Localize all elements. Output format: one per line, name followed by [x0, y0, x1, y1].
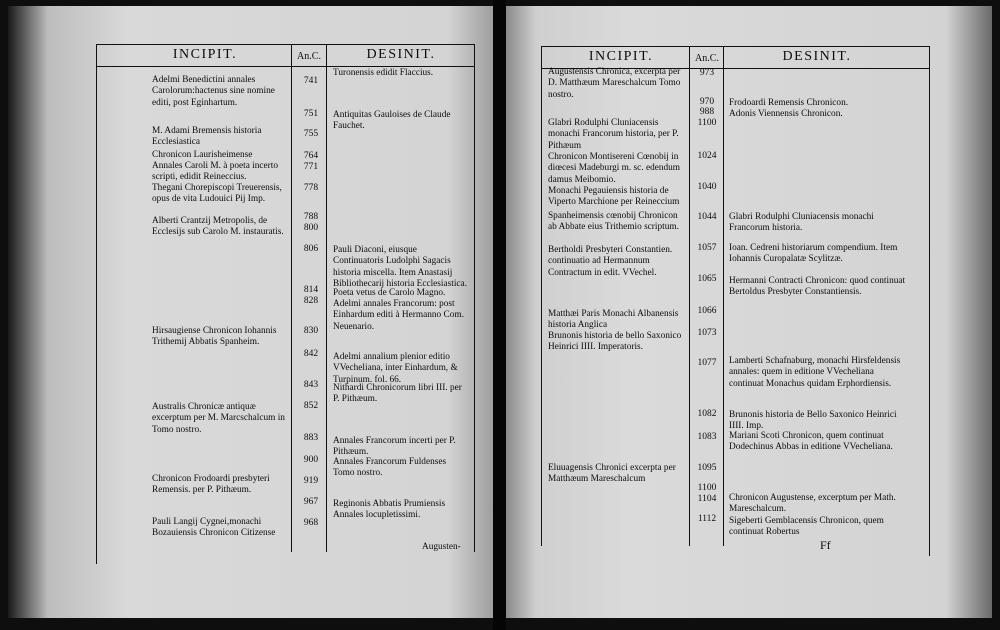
right-desinit-entry: Sigeberti Gemblacensis Chronicon, quem continuat Robertus [729, 516, 884, 538]
left-year: 771 [303, 162, 319, 172]
right-year: 1066 [697, 306, 717, 316]
left-incipit-entry: M. Adami Bremensis historia Ecclesiastica [152, 126, 262, 148]
left-year: 900 [303, 455, 319, 465]
left-incipit-entry: Thegani Chorepiscopi Treuerensis, opus de vita Ludouici Pij Imp. [152, 183, 282, 205]
right-desinit-entry: Chronicon Augustense, excerptum per Math. Mareschalcum. [729, 493, 896, 515]
right-incipit-entry: Bertholdi Presbyteri Constantien. continuatio ad Hermannum Contractum in edit. VVechel. [548, 245, 673, 278]
right-desinit-entry: Brunonis historia de Bello Saxonico Heinrici IIII. Imp. [729, 410, 897, 432]
right-year: 1073 [697, 328, 717, 338]
left-incipit-header: INCIPIT. [172, 47, 238, 62]
left-incipit-entry: Pauli Langij Cygnei,monachi Bozauiensis Chronicon Citizense [152, 517, 276, 539]
right-anno-header: An.C. [695, 53, 719, 64]
left-year: 883 [303, 433, 319, 443]
left-incipit-entry: Australis Chronicæ antiquæ excerptum per M. Marcschalcum in Tomo nostro. [152, 402, 285, 435]
right-year: 1024 [697, 151, 717, 161]
left-catchword: Augusten- [422, 542, 461, 552]
left-year: 741 [303, 76, 319, 86]
right-year: 1100 [697, 483, 717, 493]
left-inner-rule [474, 44, 475, 552]
left-incipit-entry: Annales Caroli M. à poeta incerto scripti, edidit Reineccius. [152, 161, 278, 183]
right-incipit-entry: Spanheimensis cœnobij Chronicon ab Abbate eius Trithemio scriptum. [548, 211, 679, 233]
right-top-rule [541, 46, 929, 47]
left-desinit-entry: Turonensis edidit Flaccius. [333, 68, 434, 78]
left-incipit-entry: Hirsaugiense Chronicon Iohannis Trithemij Abbatis Spanheim. [152, 326, 277, 348]
right-incipit-entry: Eluuagensis Chronici excerpta per Matthæum Mareschalcum [548, 463, 676, 485]
left-year: 852 [303, 401, 319, 411]
right-desinit-entry: Hermanni Contracti Chronicon: quod continuat Bertoldus Presbyter Constantiensis. [729, 276, 906, 298]
right-year: 973 [699, 68, 715, 78]
left-desinit-entry: Poeta vetus de Carolo Magno. [333, 288, 446, 298]
right-year: 1112 [697, 514, 717, 524]
signature-mark: Ff [820, 538, 831, 552]
left-anno-header: An.C. [297, 51, 321, 62]
left-desinit-entry: Adelmi annalium plenior editio VVecheliana, inter Einhardum, & Turpinum. fol. 66. [333, 352, 458, 385]
left-incipit-entry: Adelmi Benedictini annales Carolorum:hactenus sine nomine editi, post Eginhartum. [152, 75, 275, 108]
right-year: 1077 [697, 358, 717, 368]
left-desinit-entry: Annales Francorum Fuldenses Tomo nostro. [333, 457, 447, 479]
right-incipit-header: INCIPIT. [588, 49, 654, 64]
right-desinit-entry: Lamberti Schafnaburg, monachi Hirsfeldensis annales: quem in editione VVecheliana continuat Monachus quidam Erphordiensis. [729, 356, 901, 389]
right-year: 1065 [697, 274, 717, 284]
left-top-rule [96, 44, 474, 45]
left-year: 828 [303, 296, 319, 306]
left-year: 788 [303, 212, 319, 222]
right-desinit-header: DESINIT. [782, 49, 852, 64]
left-year: 778 [303, 183, 319, 193]
left-year: 842 [303, 349, 319, 359]
right-incipit-entry: Monachi Pegauiensis historia de Viperto Marchione per Reineccium [548, 186, 680, 208]
left-col-rule-1 [291, 44, 292, 552]
left-desinit-entry: Antiquitas Gauloises de Claude Fauchet. [333, 110, 451, 132]
right-year: 1040 [697, 182, 717, 192]
right-incipit-entry: Matthæi Paris Monachi Albanensis historia Anglica [548, 309, 679, 331]
left-year: 843 [303, 380, 319, 390]
right-desinit-entry: Frodoardi Remensis Chronicon. [729, 98, 849, 108]
right-incipit-entry: Augustensis Chronica, excerpta per D. Matthæum Mareschalcum Tomo nostro. [548, 67, 681, 100]
right-incipit-entry: Brunonis historia de bello Saxonico Heinrici IIII. Imperatoris. [548, 331, 682, 353]
right-inner-rule [541, 46, 542, 546]
right-incipit-entry: Glabri Rodulphi Cluniacensis monachi Francorum historia, per P. Pithæum [548, 118, 679, 151]
book-gutter [493, 0, 506, 630]
left-year: 830 [303, 326, 319, 336]
right-year: 1083 [697, 432, 717, 442]
left-year: 755 [303, 129, 319, 139]
right-year: 1100 [697, 118, 717, 128]
right-year: 988 [699, 107, 715, 117]
left-year: 919 [303, 476, 319, 486]
left-outer-rule [96, 44, 97, 564]
left-incipit-entry: Chronicon Frodoardi presbyteri Remensis. per P. Pithæum. [152, 474, 270, 496]
left-desinit-header: DESINIT. [366, 47, 436, 62]
left-header-rule [96, 66, 474, 67]
left-year: 814 [303, 285, 319, 295]
right-year: 970 [699, 97, 715, 107]
left-desinit-entry: Nithardi Chronicorum libri III. per P. Pithæum. [333, 383, 462, 405]
left-incipit-entry: Alberti Crantzij Metropolis, de Ecclesijs sub Carolo M. instauratis. [152, 216, 284, 238]
right-year: 1082 [697, 409, 717, 419]
left-year: 751 [303, 109, 319, 119]
right-incipit-entry: Chronicon Montisereni Cœnobij in diœcesi Madeburgi m. sc. edendum damus Meibomio. [548, 152, 681, 185]
left-year: 967 [303, 497, 319, 507]
left-year: 968 [303, 518, 319, 528]
left-incipit-entry: Chronicon Laurisheimense [152, 150, 253, 160]
left-desinit-entry: Annales Francorum incerti per P. Pithæum. [333, 436, 456, 458]
right-year: 1104 [697, 494, 717, 504]
right-year: 1044 [697, 212, 717, 222]
left-desinit-entry: Pauli Diaconi, eiusque Continuatoris Ludolphi Sagacis historia miscella. Item Anastasij Bibliothecarij historia Ecclesiastica. [333, 245, 467, 290]
right-desinit-entry: Glabri Rodulphi Cluniacensis monachi Francorum historia. [729, 212, 874, 234]
right-year: 1095 [697, 463, 717, 473]
right-outer-rule [929, 46, 930, 556]
right-year: 1057 [697, 243, 717, 253]
left-year: 800 [303, 223, 319, 233]
left-year: 764 [303, 151, 319, 161]
left-year: 806 [303, 244, 319, 254]
left-desinit-entry: Reginonis Abbatis Prumiensis Annales locupletissimi. [333, 499, 446, 521]
right-desinit-entry: Adonis Viennensis Chronicon. [729, 109, 843, 119]
right-desinit-entry: Mariani Scoti Chronicon, quem continuat Dodechinus Abbas in editione VVecheliana. [729, 431, 893, 453]
right-desinit-entry: Ioan. Cedreni historiarum compendium. Item Iohannis Curopalatæ Scylitzæ. [729, 243, 898, 265]
left-desinit-entry: Adelmi annales Francorum: post Einhardum editi à Hermanno Com. Neuenario. [333, 299, 464, 332]
